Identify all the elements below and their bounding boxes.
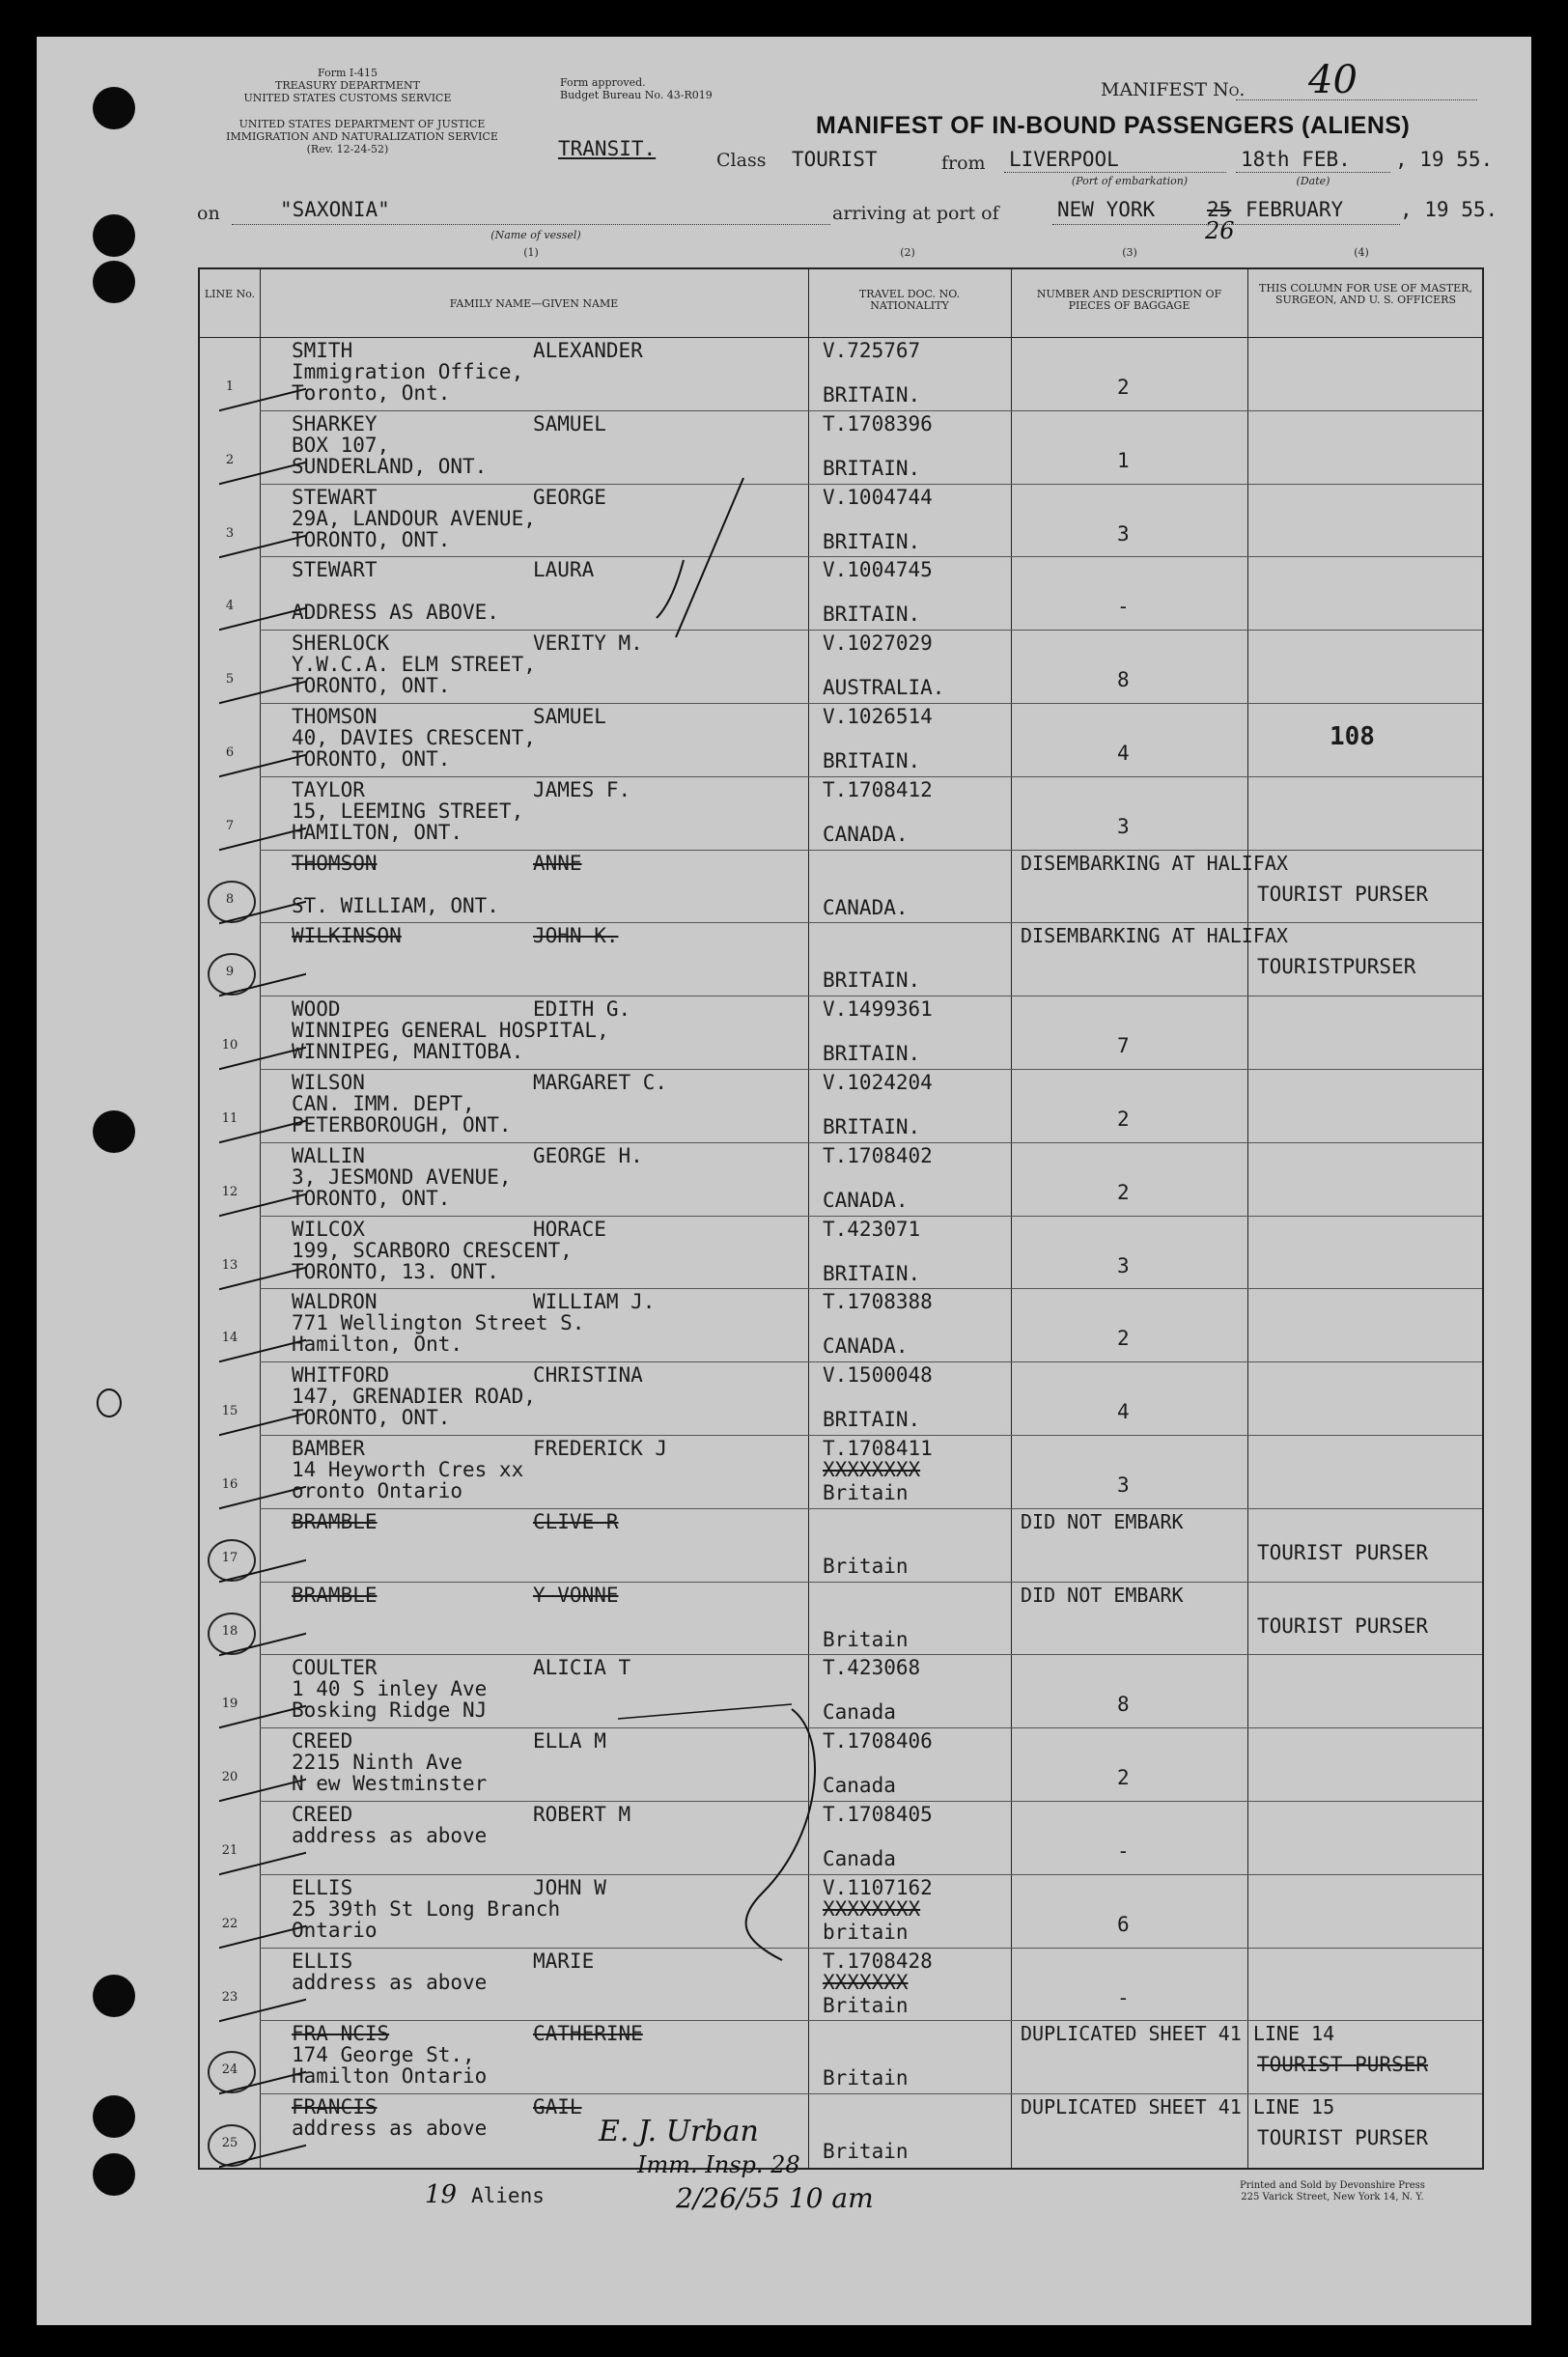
nationality: britain <box>823 1920 909 1944</box>
given-name: GAIL <box>533 2095 582 2119</box>
line-number: 20 <box>221 1770 238 1785</box>
nationality: Britain <box>823 2140 909 2164</box>
row-divider <box>260 850 1482 851</box>
given-name: ALICIA T <box>533 1656 631 1680</box>
nationality: Canada <box>823 1700 896 1725</box>
given-name: JAMES F. <box>533 777 631 801</box>
family-name: WILSON <box>292 1071 365 1094</box>
line-number: 23 <box>221 1989 238 2005</box>
nationality: BRITAIN. <box>823 529 921 553</box>
arrival-day-struck: 25 <box>1207 198 1232 221</box>
manifest-title: MANIFEST OF IN-BOUND PASSENGERS (ALIENS) <box>816 112 1411 139</box>
given-name: CHRISTINA <box>533 1363 643 1388</box>
baggage-note: DUPLICATED SHEET 41 LINE 14 <box>1021 2022 1335 2046</box>
travel-doc-no: T.1708405 <box>823 1803 933 1826</box>
baggage-count: 6 <box>1117 1912 1130 1936</box>
family-name: CREED <box>292 1729 353 1754</box>
travel-doc-no: T.1708412 <box>823 777 933 801</box>
manifest-label: MANIFEST No. <box>1101 79 1246 100</box>
row-divider <box>260 484 1482 485</box>
travel-doc-no: T.423071 <box>823 1217 921 1241</box>
line-number: 4 <box>225 599 235 614</box>
row-divider <box>260 1069 1482 1070</box>
travel-doc-no: T.1708388 <box>823 1290 933 1314</box>
given-name: JOHN K. <box>533 924 619 948</box>
arrival-year: , 19 55. <box>1400 198 1498 221</box>
address-line-1: 14 Heyworth Cres xx <box>292 1458 524 1481</box>
line-number: 8 <box>225 891 235 907</box>
officer-remark: TOURIST PURSER <box>1257 1613 1429 1638</box>
family-name: TAYLOR <box>292 777 365 801</box>
row-divider <box>260 2020 1482 2021</box>
travel-doc-no: V.1024204 <box>823 1071 933 1094</box>
from-label: from <box>941 153 986 174</box>
row-divider <box>260 1874 1482 1875</box>
address-line-1: 25 39th St Long Branch <box>292 1896 561 1921</box>
address-line-1: 3, JESMOND AVENUE, <box>292 1164 512 1189</box>
justice-dept: UNITED STATES DEPARTMENT OF JUSTICE <box>238 118 486 130</box>
given-name: GEORGE H. <box>533 1143 643 1167</box>
address-line-2: Bosking Ridge NJ <box>292 1698 488 1723</box>
class-value: TOURIST <box>792 148 878 171</box>
baggage-count: 1 <box>1117 448 1130 472</box>
baggage-count: - <box>1117 1839 1130 1863</box>
row-divider <box>260 410 1482 411</box>
col-number-2: (2) <box>900 246 915 259</box>
embark-port: LIVERPOOL <box>1009 148 1119 171</box>
travel-doc-no: V.1027029 <box>823 631 933 656</box>
address-line-2: TORONTO, ONT. <box>292 1186 451 1210</box>
nationality: BRITAIN. <box>823 603 921 627</box>
given-name: CATHERINE <box>533 2022 643 2046</box>
travel-doc-no: V.1499361 <box>823 997 933 1022</box>
row-divider <box>260 1216 1482 1217</box>
nationality: Britain <box>823 1554 909 1578</box>
address-line-2: WINNIPEG, MANITOBA. <box>292 1040 524 1064</box>
vessel-name: "SAXONIA" <box>280 198 390 221</box>
address-line-1: 29A, LANDOUR AVENUE, <box>292 506 536 530</box>
passenger-table <box>198 267 1484 2170</box>
line-number: 11 <box>221 1111 238 1126</box>
line-number: 22 <box>221 1916 238 1931</box>
inspector-signature: E. J. Urban <box>599 2115 759 2148</box>
address-line-1: Immigration Office, <box>292 360 524 383</box>
budget-bureau: Budget Bureau No. 43-R019 <box>560 89 713 101</box>
aliens-label: Aliens <box>471 2184 545 2207</box>
baggage-count: - <box>1117 595 1130 619</box>
nationality: BRITAIN. <box>823 456 921 480</box>
travel-doc-no: V.1107162 <box>823 1875 933 1899</box>
baggage-count: 7 <box>1117 1034 1130 1058</box>
address-line-1: 1 40 S inley Ave <box>292 1677 488 1701</box>
travel-doc-struck: XXXXXXX <box>823 1970 909 1994</box>
travel-doc-no: V.1026514 <box>823 705 933 728</box>
travel-doc-struck: XXXXXXXX <box>823 1458 921 1481</box>
nationality: Britain <box>823 2066 909 2090</box>
family-name: SHERLOCK <box>292 631 390 656</box>
address-line-1: address as above <box>292 1970 488 1994</box>
address-line-2: Hamilton Ontario <box>292 2064 488 2089</box>
check-mark <box>219 1530 306 1583</box>
row-divider <box>260 2093 1482 2094</box>
given-name: GEORGE <box>533 485 606 509</box>
given-name: ELLA M <box>533 1729 606 1754</box>
address-line-1: BOX 107, <box>292 433 390 457</box>
given-name: Y VONNE <box>533 1583 619 1607</box>
port-embark-label: (Port of embarkation) <box>1071 175 1189 187</box>
baggage-note: DID NOT EMBARK <box>1021 1509 1184 1533</box>
line-number: 9 <box>225 965 235 980</box>
family-name: STEWART <box>292 558 378 582</box>
family-name: WOOD <box>292 997 341 1022</box>
address-line-2: ADDRESS AS ABOVE. <box>292 601 499 625</box>
given-name: SAMUEL <box>533 705 606 728</box>
line-number: 24 <box>221 2062 238 2078</box>
row-divider <box>260 922 1482 923</box>
nationality: BRITAIN. <box>823 1042 921 1066</box>
line-number: 5 <box>225 672 235 687</box>
baggage-count: 3 <box>1117 521 1130 546</box>
address-line-1: Y.W.C.A. ELM STREET, <box>292 653 536 677</box>
embark-year: , 19 55. <box>1395 148 1494 171</box>
address-line-1: 2215 Ninth Ave <box>292 1751 463 1775</box>
family-name: SHARKEY <box>292 411 378 435</box>
family-name: WALDRON <box>292 1290 378 1314</box>
baggage-count: 3 <box>1117 814 1130 838</box>
arrival-day: 26 <box>1205 217 1235 244</box>
travel-doc-struck: XXXXXXXX <box>823 1896 921 1921</box>
row-divider <box>260 1361 1482 1362</box>
family-name: WILCOX <box>292 1217 365 1241</box>
baggage-count: 8 <box>1117 1693 1130 1717</box>
family-name: ELLIS <box>292 1949 353 1973</box>
customs-service: UNITED STATES CUSTOMS SERVICE <box>243 92 452 104</box>
row-divider <box>260 1142 1482 1143</box>
officer-remark: TOURIST PURSER <box>1257 2126 1429 2150</box>
family-name: ELLIS <box>292 1875 353 1899</box>
nationality: BRITAIN. <box>823 1408 921 1432</box>
line-number: 3 <box>225 525 235 541</box>
family-name: STEWART <box>292 485 378 509</box>
address-line-1: WINNIPEG GENERAL HOSPITAL, <box>292 1019 609 1043</box>
baggage-count: - <box>1117 1985 1130 2009</box>
family-name: THOMSON <box>292 705 378 728</box>
family-name: BRAMBLE <box>292 1509 378 1533</box>
line-number: 15 <box>221 1404 238 1419</box>
nationality: CANADA. <box>823 1188 909 1212</box>
given-name: JOHN W <box>533 1875 606 1899</box>
treasury-dept: TREASURY DEPARTMENT <box>275 79 420 92</box>
line-number: 12 <box>221 1184 238 1199</box>
punch-hole <box>93 261 135 303</box>
line-number: 18 <box>221 1623 238 1639</box>
address-line-2: Toronto, Ont. <box>292 381 451 405</box>
officer-remark: 108 <box>1330 722 1375 751</box>
family-name: WILKINSON <box>292 924 402 948</box>
officer-remark: TOURIST PURSER <box>1257 882 1429 906</box>
nationality: CANADA. <box>823 1334 909 1359</box>
check-mark <box>219 1603 306 1655</box>
arrival-month: FEBRUARY <box>1246 198 1344 221</box>
punch-hole <box>93 2095 135 2138</box>
baggage-count: 2 <box>1117 1180 1130 1204</box>
officer-remark: TOURIST PURSER <box>1257 2053 1429 2077</box>
family-name: WALLIN <box>292 1143 365 1167</box>
row-divider <box>260 1582 1482 1583</box>
embark-date: 18th FEB. <box>1241 148 1351 171</box>
given-name: SAMUEL <box>533 411 606 435</box>
row-divider <box>260 1288 1482 1289</box>
baggage-count: 3 <box>1117 1473 1130 1497</box>
officer-remark: TOURIST PURSER <box>1257 1540 1429 1564</box>
on-label: on <box>197 203 220 224</box>
punch-hole <box>93 2153 135 2196</box>
row-divider <box>260 556 1482 557</box>
baggage-note: DID NOT EMBARK <box>1021 1583 1184 1607</box>
given-name: ALEXANDER <box>533 339 643 362</box>
travel-doc-no: V.1004745 <box>823 558 933 582</box>
address-line-1: address as above <box>292 2117 488 2141</box>
inspection-date: 2/26/55 10 am <box>676 2182 874 2214</box>
nationality: BRITAIN. <box>823 1115 921 1138</box>
row-divider <box>260 630 1482 631</box>
address-line-2: HAMILTON, ONT. <box>292 820 463 844</box>
family-name: CREED <box>292 1803 353 1826</box>
family-name: THOMSON <box>292 851 378 875</box>
line-number: 2 <box>225 452 235 467</box>
printer-line-2: 225 Varick Street, New York 14, N. Y. <box>1241 2192 1424 2203</box>
line-number: 1 <box>225 379 235 394</box>
address-line-1: 771 Wellington Street S. <box>292 1311 585 1335</box>
col-number-4: (4) <box>1354 246 1369 259</box>
arriving-label: arriving at port of <box>832 203 999 224</box>
given-name: MARGARET C. <box>533 1071 668 1094</box>
col-baggage: NUMBER AND DESCRIPTION OF PIECES OF BAGGAGE <box>1036 288 1222 312</box>
baggage-count: 4 <box>1117 1400 1130 1424</box>
address-line-2: SUNDERLAND, ONT. <box>292 454 488 478</box>
nationality: Britain <box>823 1993 909 2017</box>
given-name: ANNE <box>533 851 582 875</box>
family-name: FRANCIS <box>292 2095 378 2119</box>
officer-remark: TOURISTPURSER <box>1257 955 1416 979</box>
printer-line-1: Printed and Sold by Devonshire Press <box>1240 2180 1425 2191</box>
address-line-1: 40, DAVIES CRESCENT, <box>292 726 536 749</box>
address-line-2: TORONTO, ONT. <box>292 747 451 771</box>
line-number: 7 <box>225 818 235 833</box>
baggage-count: 3 <box>1117 1253 1130 1277</box>
row-divider <box>260 1435 1482 1436</box>
given-name: EDITH G. <box>533 997 631 1022</box>
nationality: BRITAIN. <box>823 749 921 772</box>
given-name: MARIE <box>533 1949 595 1973</box>
family-name: BRAMBLE <box>292 1583 378 1607</box>
row-divider <box>260 703 1482 704</box>
col-doc: TRAVEL DOC. NO. NATIONALITY <box>858 288 961 312</box>
row-divider <box>260 1508 1482 1509</box>
col-number-1: (1) <box>523 246 539 259</box>
address-line-1: 199, SCARBORO CRESCENT, <box>292 1238 573 1262</box>
punch-hole <box>93 87 135 129</box>
given-name: ROBERT M <box>533 1803 631 1826</box>
baggage-count: 2 <box>1117 1766 1130 1790</box>
punch-hole <box>93 1975 135 2017</box>
check-mark <box>219 944 306 996</box>
address-line-2: TORONTO, ONT. <box>292 674 451 698</box>
address-line-2: TORONTO, ONT. <box>292 1406 451 1430</box>
family-name: COULTER <box>292 1656 378 1680</box>
row-divider <box>260 1948 1482 1949</box>
baggage-count: 2 <box>1117 376 1130 399</box>
row-divider <box>260 1801 1482 1802</box>
address-line-1: CAN. IMM. DEPT, <box>292 1092 475 1115</box>
travel-doc-no: V.1500048 <box>823 1363 933 1388</box>
col-name: FAMILY NAME—GIVEN NAME <box>449 297 619 310</box>
address-line-2: TORONTO, 13. ONT. <box>292 1259 499 1283</box>
given-name: VERITY M. <box>533 631 643 656</box>
col-line-no: LINE No. <box>204 288 256 300</box>
address-line-1: 147, GRENADIER ROAD, <box>292 1385 536 1409</box>
form-number: Form I-415 <box>318 67 378 79</box>
family-name: SMITH <box>292 339 353 362</box>
class-label: Class <box>716 150 767 171</box>
form-approved: Form approved. <box>560 76 646 89</box>
nationality: BRITAIN. <box>823 968 921 993</box>
row-divider <box>260 1654 1482 1655</box>
family-name: WHITFORD <box>292 1363 390 1388</box>
transit-stamp: TRANSIT. <box>558 137 657 160</box>
address-line-2: PETERBOROUGH, ONT. <box>292 1113 512 1136</box>
nationality: CANADA. <box>823 822 909 846</box>
baggage-note: DISEMBARKING AT HALIFAX <box>1021 851 1288 875</box>
line-number: 21 <box>221 1843 238 1858</box>
baggage-count: 2 <box>1117 1327 1130 1351</box>
line-number: 17 <box>221 1550 238 1565</box>
nationality: BRITAIN. <box>823 1261 921 1285</box>
address-line-2: TORONTO, ONT. <box>292 527 451 551</box>
given-name: FREDERICK J <box>533 1437 668 1460</box>
address-line-2: N ew Westminster <box>292 1772 488 1796</box>
manifest-number: 40 <box>1308 58 1358 102</box>
revision: (Rev. 12-24-52) <box>306 143 389 155</box>
travel-doc-no: T.1708406 <box>823 1729 933 1754</box>
line-number: 16 <box>221 1477 238 1492</box>
nationality: CANADA. <box>823 895 909 919</box>
given-name: CLIVE R <box>533 1509 619 1533</box>
ins-service: IMMIGRATION AND NATURALIZATION SERVICE <box>226 130 498 143</box>
line-number: 25 <box>221 2136 238 2151</box>
arrival-port: NEW YORK <box>1057 198 1156 221</box>
date-label: (Date) <box>1296 175 1330 187</box>
line-number: 6 <box>225 745 235 760</box>
travel-doc-no: T.1708428 <box>823 1949 933 1973</box>
nationality: BRITAIN. <box>823 383 921 407</box>
row-divider <box>260 1727 1482 1728</box>
punch-hole <box>93 214 135 257</box>
travel-doc-no: V.1004744 <box>823 485 933 509</box>
travel-doc-no: V.725767 <box>823 339 921 362</box>
travel-doc-no: T.423068 <box>823 1656 921 1680</box>
address-line-1: address as above <box>292 1824 488 1847</box>
nationality: Canada <box>823 1774 896 1798</box>
nationality: Britain <box>823 1481 909 1504</box>
family-name: FRA NCIS <box>292 2022 390 2046</box>
nationality: Canada <box>823 1847 896 1870</box>
nationality: AUSTRALIA. <box>823 676 945 700</box>
line-number: 14 <box>221 1331 238 1346</box>
family-name: BAMBER <box>292 1437 365 1460</box>
col-number-3: (3) <box>1122 246 1137 259</box>
aliens-count: 19 <box>425 2180 458 2209</box>
baggage-note: DISEMBARKING AT HALIFAX <box>1021 924 1288 948</box>
line-number: 19 <box>221 1697 238 1712</box>
address-line-1: 15, LEEMING STREET, <box>292 799 524 823</box>
vessel-label: (Name of vessel) <box>490 229 581 241</box>
inspector-title: Imm. Insp. 28 <box>637 2151 800 2178</box>
nationality: Britain <box>823 1627 909 1651</box>
address-line-2: oronto Ontario <box>292 1479 463 1502</box>
line-number: 13 <box>221 1257 238 1273</box>
given-name: LAURA <box>533 558 595 582</box>
travel-doc-no: T.1708411 <box>823 1437 933 1460</box>
address-line-2: Hamilton, Ont. <box>292 1333 463 1357</box>
given-name: WILLIAM J. <box>533 1290 656 1314</box>
address-line-2: Ontario <box>292 1918 378 1942</box>
baggage-count: 8 <box>1117 668 1130 692</box>
col-officers: THIS COLUMN FOR USE OF MASTER, SURGEON, AND U. S. OFFICERS <box>1259 282 1472 306</box>
row-divider <box>260 776 1482 777</box>
travel-doc-no: T.1708396 <box>823 411 933 435</box>
baggage-note: DUPLICATED SHEET 41 LINE 15 <box>1021 2095 1335 2119</box>
given-name: HORACE <box>533 1217 606 1241</box>
baggage-count: 4 <box>1117 742 1130 765</box>
punch-hole <box>93 1110 135 1153</box>
address-line-2: ST. WILLIAM, ONT. <box>292 893 499 917</box>
line-number: 10 <box>221 1038 238 1053</box>
baggage-count: 2 <box>1117 1108 1130 1131</box>
address-line-1: 174 George St., <box>292 2043 475 2067</box>
travel-doc-no: T.1708402 <box>823 1143 933 1167</box>
